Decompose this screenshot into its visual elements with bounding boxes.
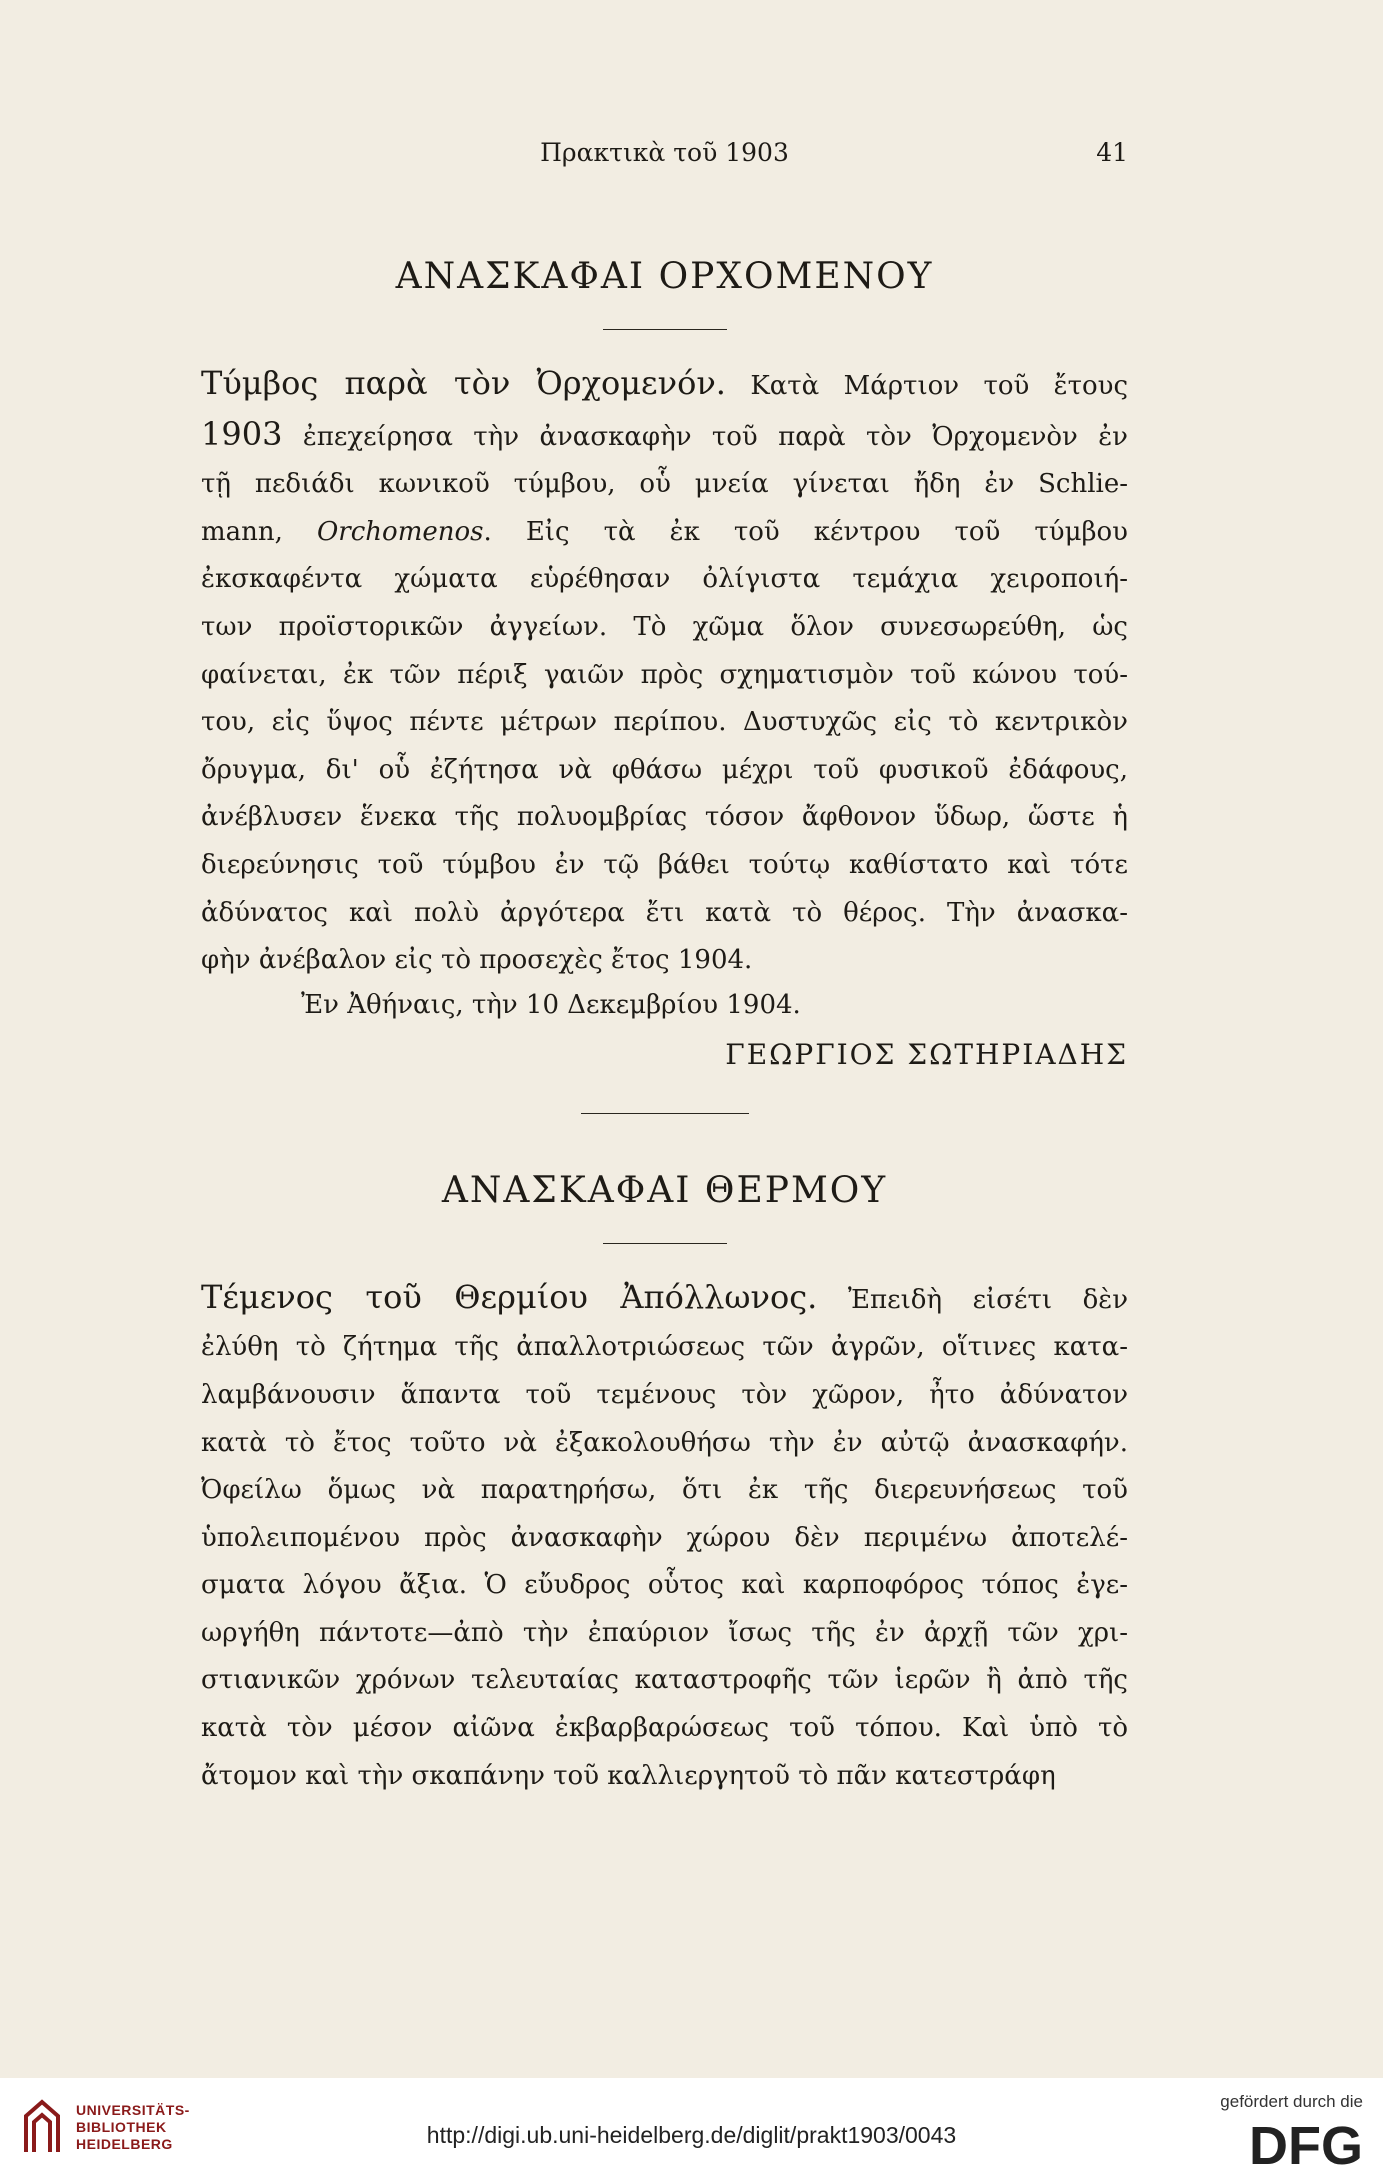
text-line: ἐκσκαφέντα χώματα εὑρέθησαν ὀλίγιστα τεμάχια χειροποιή- bbox=[201, 564, 1128, 595]
text-line: Τύμβος παρὰ τὸν Ὀρχομενόν. Κατὰ Μάρτιον τοῦ ἔτους bbox=[201, 364, 1128, 402]
text-line: φαίνεται, ἐκ τῶν πέριξ γαιῶν πρὸς σχηματισμὸν τοῦ κώνου τού- bbox=[201, 659, 1128, 690]
section-title-orchomenos: ΑΝΑΣΚΑΦΑΙ ΟΡΧΟΜΕΝΟΥ bbox=[395, 256, 934, 297]
italic-title: Orchomenos bbox=[316, 516, 484, 547]
source-url-link[interactable]: http://digi.ub.uni-heidelberg.de/diglit/prakt1903/0043 bbox=[426, 2122, 957, 2148]
text-line: στιανικῶν χρόνων τελευταίας καταστροφῆς τῶν ἱερῶν ἢ ἀπὸ τῆς bbox=[201, 1665, 1128, 1696]
paragraph-heading: Τέμενος τοῦ Θερμίου Ἀπόλλωνος. bbox=[201, 1277, 818, 1316]
text-line: ὑπολειπομένου πρὸς ἀνασκαφὴν χώρου δὲν περιμένω ἀποτελέ- bbox=[201, 1522, 1128, 1553]
author-signature: ΓΕΩΡΓΙΟΣ ΣΩΤΗΡΙΑΔΗΣ bbox=[725, 1037, 1128, 1071]
text-line: ἀνέβλυσεν ἕνεκα τῆς πολυομβρίας τόσον ἄφθονον ὕδωρ, ὥστε ἡ bbox=[201, 802, 1128, 833]
dateline: Ἐν Ἀθήναις, τὴν 10 Δεκεμβρίου 1904. bbox=[301, 989, 801, 1020]
text-line: ἀδύνατος καὶ πολὺ ἀργότερα ἔτι κατὰ τὸ θέρος. Τὴν ἀνασκα- bbox=[201, 897, 1128, 928]
funded-by-label: gefördert durch die bbox=[1220, 2092, 1363, 2111]
text-line: ἄτομον καὶ τὴν σκαπάνην τοῦ καλλιεργητοῦ τὸ πᾶν κατεστράφη bbox=[201, 1760, 1056, 1791]
paragraph-orchomenos bbox=[201, 360, 1128, 985]
text-line: 1903 ἐπεχείρησα τὴν ἀνασκαφὴν τοῦ παρὰ τὸν Ὀρχομενὸν ἐν bbox=[201, 414, 1128, 453]
text-line: mann, Orchomenos. Εἰς τὰ ἐκ τοῦ κέντρου τοῦ τύμβου bbox=[201, 516, 1128, 547]
page-number: 41 bbox=[1096, 138, 1128, 167]
text-line: κατὰ τὸ ἔτος τοῦτο νὰ ἐξακολουθήσω τὴν ἐν αὐτῷ ἀνασκαφήν. bbox=[201, 1427, 1128, 1458]
text-line: σματα λόγου ἄξια. Ὁ εὔυδρος οὗτος καὶ καρποφόρος τόπος ἐγε- bbox=[201, 1570, 1128, 1601]
text-line: Ὀφείλω ὅμως νὰ παρατηρήσω, ὅτι ἐκ τῆς διερευνήσεως τοῦ bbox=[201, 1475, 1128, 1506]
dfg-logo bbox=[1203, 2114, 1363, 2172]
text-line: του, εἰς ὕψος πέντε μέτρων περίπου. Δυστυχῶς εἰς τὸ κεντρικὸν bbox=[201, 707, 1128, 738]
footer-bar bbox=[0, 2078, 1383, 2182]
running-head-title: Πρακτικὰ τοῦ 1903 bbox=[540, 138, 789, 167]
text-line: φὴν ἀνέβαλον εἰς τὸ προσεχὲς ἔτος 1904. bbox=[201, 945, 753, 976]
text-line: λαμβάνουσιν ἅπαντα τοῦ τεμένους τὸν χῶρον, ἦτο ἀδύνατον bbox=[201, 1379, 1128, 1410]
page-content bbox=[201, 138, 1128, 1800]
section-title-thermos: ΑΝΑΣΚΑΦΑΙ ΘΕΡΜΟΥ bbox=[441, 1169, 888, 1211]
text-line: Τέμενος τοῦ Θερμίου Ἀπόλλωνος. Ἐπειδὴ εἰσέτι δὲν bbox=[201, 1277, 1129, 1316]
text-line: ωργήθη πάντοτε—ἀπὸ τὴν ἐπαύριον ἴσως τῆς ἐν ἀρχῇ τῶν χρι- bbox=[201, 1617, 1128, 1648]
text-line: ἐλύθη τὸ ζήτημα τῆς ἀπαλλοτριώσεως τῶν ἀγρῶν, οἵτινες κατα- bbox=[201, 1332, 1128, 1363]
text-line: των προϊστορικῶν ἀγγείων. Τὸ χῶμα ὅλον συνεσωρεύθη, ὡς bbox=[201, 611, 1128, 642]
paragraph-thermos bbox=[201, 1274, 1128, 1801]
paragraph-heading: Τύμβος παρὰ τὸν Ὀρχομενόν. bbox=[201, 364, 726, 402]
running-head bbox=[201, 138, 1128, 178]
text-line: τῇ πεδιάδι κωνικοῦ τύμβου, οὗ μνεία γίνεται ἤδη ἐν Schlie- bbox=[201, 469, 1128, 500]
library-name: UNIVERSITÄTS- BIBLIOTHEK HEIDELBERG bbox=[76, 2102, 190, 2152]
paragraph-heading: 1903 bbox=[201, 414, 283, 453]
svg-text:DFG: DFG bbox=[1249, 2116, 1363, 2172]
text-line: διερεύνησις τοῦ τύμβου ἐν τῷ βάθει τούτῳ καθίστατο καὶ τότε bbox=[201, 849, 1128, 880]
text-line: κατὰ τὸν μέσον αἰῶνα ἐκβαρβαρώσεως τοῦ τόπου. Καὶ ὑπὸ τὸ bbox=[201, 1713, 1128, 1744]
text-line: ὄρυγμα, δι' οὗ ἐζήτησα νὰ φθάσω μέχρι τοῦ φυσικοῦ ἐδάφους, bbox=[201, 754, 1128, 785]
